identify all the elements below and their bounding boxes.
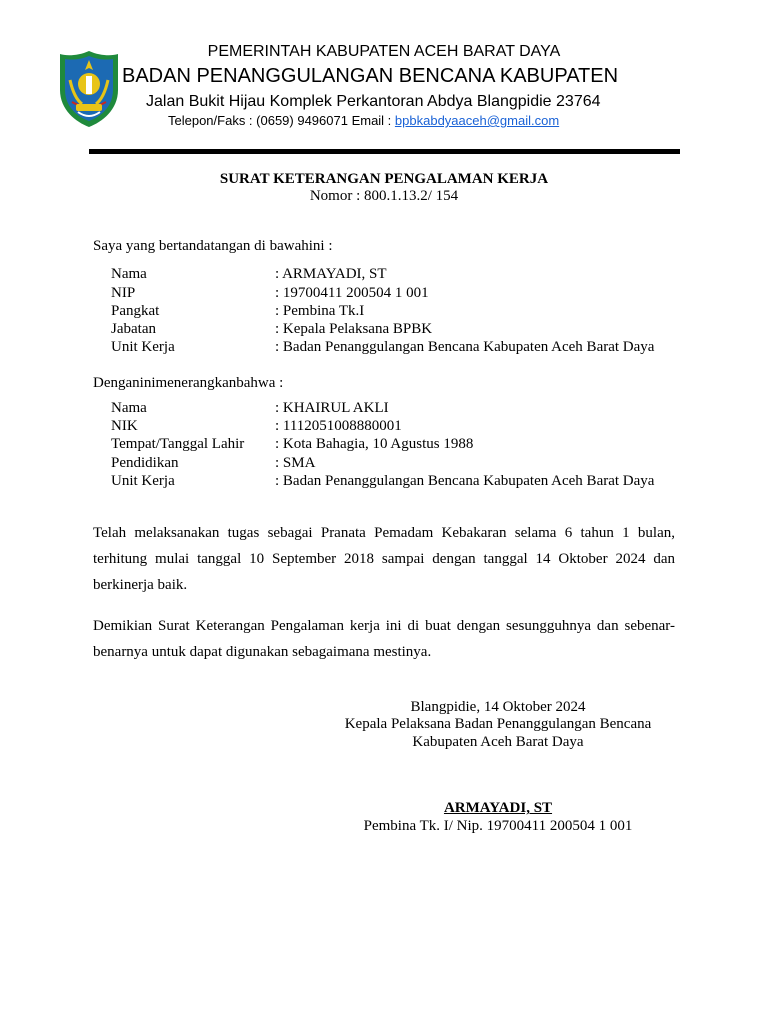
letter-title: SURAT KETERANGAN PENGALAMAN KERJA bbox=[219, 171, 549, 187]
regency-emblem-icon bbox=[58, 50, 120, 128]
subject-value: : Kota Bahagia, 10 Agustus 1988 bbox=[275, 436, 474, 452]
subject-value: : KHAIRUL AKLI bbox=[275, 400, 389, 416]
signer-position: Kepala Pelaksana Badan Penanggulangan Bencana bbox=[344, 716, 652, 732]
place-date: Blangpidie, 14 Oktober 2024 bbox=[410, 699, 586, 715]
signer-value: : Pembina Tk.I bbox=[275, 303, 365, 319]
letter-number: Nomor : 800.1.13.2/ 154 bbox=[309, 188, 459, 204]
letterhead-government: PEMERINTAH KABUPATEN ACEH BARAT DAYA bbox=[207, 43, 561, 60]
subject-label: Unit Kerja bbox=[111, 473, 175, 489]
subject-intro: Denganinimenerangkanbahwa : bbox=[93, 375, 284, 391]
signer-value: : Kepala Pelaksana BPBK bbox=[275, 321, 433, 337]
subject-value: : SMA bbox=[275, 455, 316, 471]
subject-value: : Badan Penanggulangan Bencana Kabupaten Aceh Barat Daya bbox=[275, 473, 655, 489]
closing-paragraph: Demikian Surat Keterangan Pengalaman kerja ini di buat dengan sesungguhnya dan sebenar-benarnya untuk dapat digunakan sebagaimana mestinya. bbox=[93, 618, 675, 660]
signer-value: : ARMAYADI, ST bbox=[275, 266, 387, 282]
subject-label: Pendidikan bbox=[111, 455, 179, 471]
signer-label: Nama bbox=[111, 266, 147, 282]
signer-value: : 19700411 200504 1 001 bbox=[275, 285, 429, 301]
signer-value: : Badan Penanggulangan Bencana Kabupaten Aceh Barat Daya bbox=[275, 339, 655, 355]
signer-label: NIP bbox=[111, 285, 136, 301]
phone-text: Telepon/Faks : (0659) 9496071 Email : bbox=[168, 113, 395, 128]
signer-label: Jabatan bbox=[111, 321, 156, 337]
letterhead-divider bbox=[89, 149, 680, 154]
letterhead-contact bbox=[168, 113, 668, 128]
signer-label: Unit Kerja bbox=[111, 339, 175, 355]
signer-name: ARMAYADI, ST bbox=[443, 800, 553, 816]
subject-label: Tempat/Tanggal Lahir bbox=[111, 436, 245, 452]
signer-position-region: Kabupaten Aceh Barat Daya bbox=[412, 734, 584, 750]
subject-value: : 1112051008880001 bbox=[275, 418, 402, 434]
email-link[interactable]: bpbkabdyaaceh@gmail.com bbox=[394, 113, 560, 128]
subject-label: NIK bbox=[111, 418, 138, 434]
signer-rank-nip: Pembina Tk. I/ Nip. 19700411 200504 1 001 bbox=[363, 818, 633, 834]
signer-intro: Saya yang bertandatangan di bawahini : bbox=[93, 238, 333, 254]
signer-label: Pangkat bbox=[111, 303, 160, 319]
subject-label: Nama bbox=[111, 400, 147, 416]
letterhead-agency: BADAN PENANGGULANGAN BENCANA KABUPATEN bbox=[122, 65, 619, 87]
letterhead-address: Jalan Bukit Hijau Komplek Perkantoran Abdya Blangpidie 23764 bbox=[146, 93, 601, 110]
statement-paragraph: Telah melaksanakan tugas sebagai Pranata Pemadam Kebakaran selama 6 tahun 1 bulan, terhitung mulai tanggal 10 September 2018 sampai dengan tanggal 14 Oktober 2024 dan berkinerja baik. bbox=[93, 525, 675, 593]
